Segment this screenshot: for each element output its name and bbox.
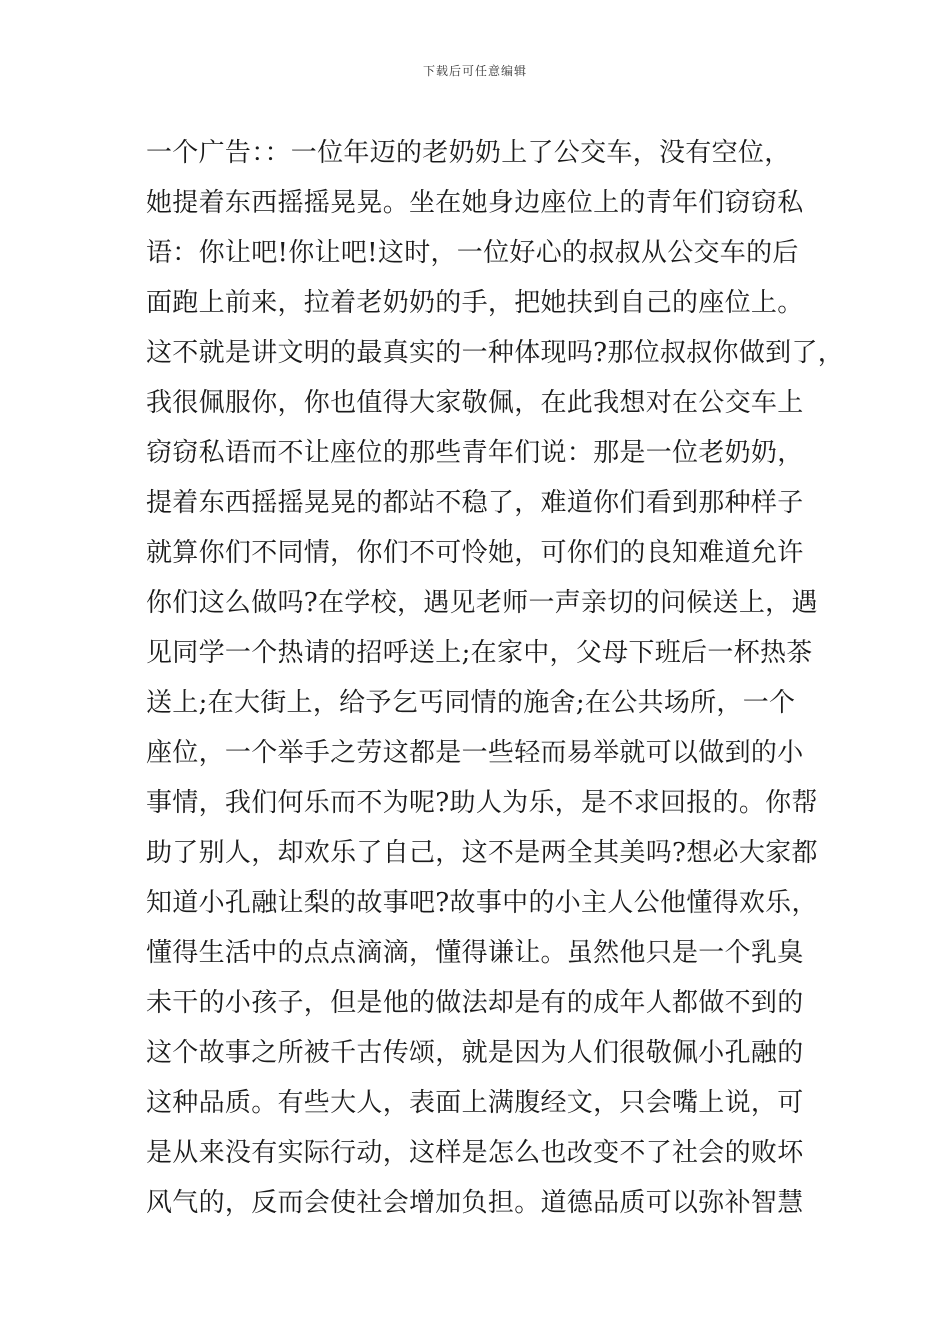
text-line: 语：你让吧!你让吧!这时，一位好心的叔叔从公交车的后 — [146, 238, 799, 268]
text-line: 这个故事之所被千古传颂，就是因为人们很敬佩小孔融的 — [146, 1038, 804, 1068]
text-line: 懂得生活中的点点滴滴，懂得谦让。虽然他只是一个乳臭 — [146, 938, 804, 968]
body-text — [146, 128, 845, 1228]
text-line: 这不就是讲文明的最真实的一种体现吗?那位叔叔你做到了， — [146, 338, 845, 368]
text-line: 事情，我们何乐而不为呢?助人为乐，是不求回报的。你帮 — [146, 788, 818, 818]
text-line: 知道小孔融让梨的故事吧?故事中的小主人公他懂得欢乐， — [146, 888, 818, 918]
text-line: 见同学一个热请的招呼送上;在家中，父母下班后一杯热茶 — [146, 638, 813, 668]
text-line: 风气的，反而会使社会增加负担。道德品质可以弥补智慧 — [146, 1188, 804, 1218]
text-line: 窃窃私语而不让座位的那些青年们说：那是一位老奶奶， — [146, 438, 804, 468]
text-line: 送上;在大街上，给予乞丐同情的施舍;在公共场所，一个 — [146, 688, 796, 718]
text-line: 你们这么做吗?在学校，遇见老师一声亲切的问候送上，遇 — [146, 588, 818, 618]
text-line: 是从来没有实际行动，这样是怎么也改变不了社会的败坏 — [146, 1138, 804, 1168]
page-header: 下载后可任意编辑 — [422, 64, 527, 78]
text-line: 提着东西摇摇晃晃的都站不稳了，难道你们看到那种样子 — [146, 488, 804, 518]
text-line: 她提着东西摇摇晃晃。坐在她身边座位上的青年们窃窃私 — [146, 188, 804, 218]
text-line: 面跑上前来，拉着老奶奶的手，把她扶到自己的座位上。 — [146, 288, 804, 318]
text-line: 未干的小孩子，但是他的做法却是有的成年人都做不到的 — [146, 988, 804, 1018]
text-line: 就算你们不同情，你们不可怜她，可你们的良知难道允许 — [146, 538, 804, 568]
text-line: 助了别人，却欢乐了自己，这不是两全其美吗?想必大家都 — [146, 838, 818, 868]
text-line: 一个广告：：一位年迈的老奶奶上了公交车，没有空位， — [146, 138, 791, 168]
text-line: 这种品质。有些大人，表面上满腹经文，只会嘴上说，可 — [146, 1088, 804, 1118]
text-line: 我很佩服你，你也值得大家敬佩，在此我想对在公交车上 — [146, 388, 804, 418]
text-line: 座位，一个举手之劳这都是一些轻而易举就可以做到的小 — [146, 738, 804, 768]
